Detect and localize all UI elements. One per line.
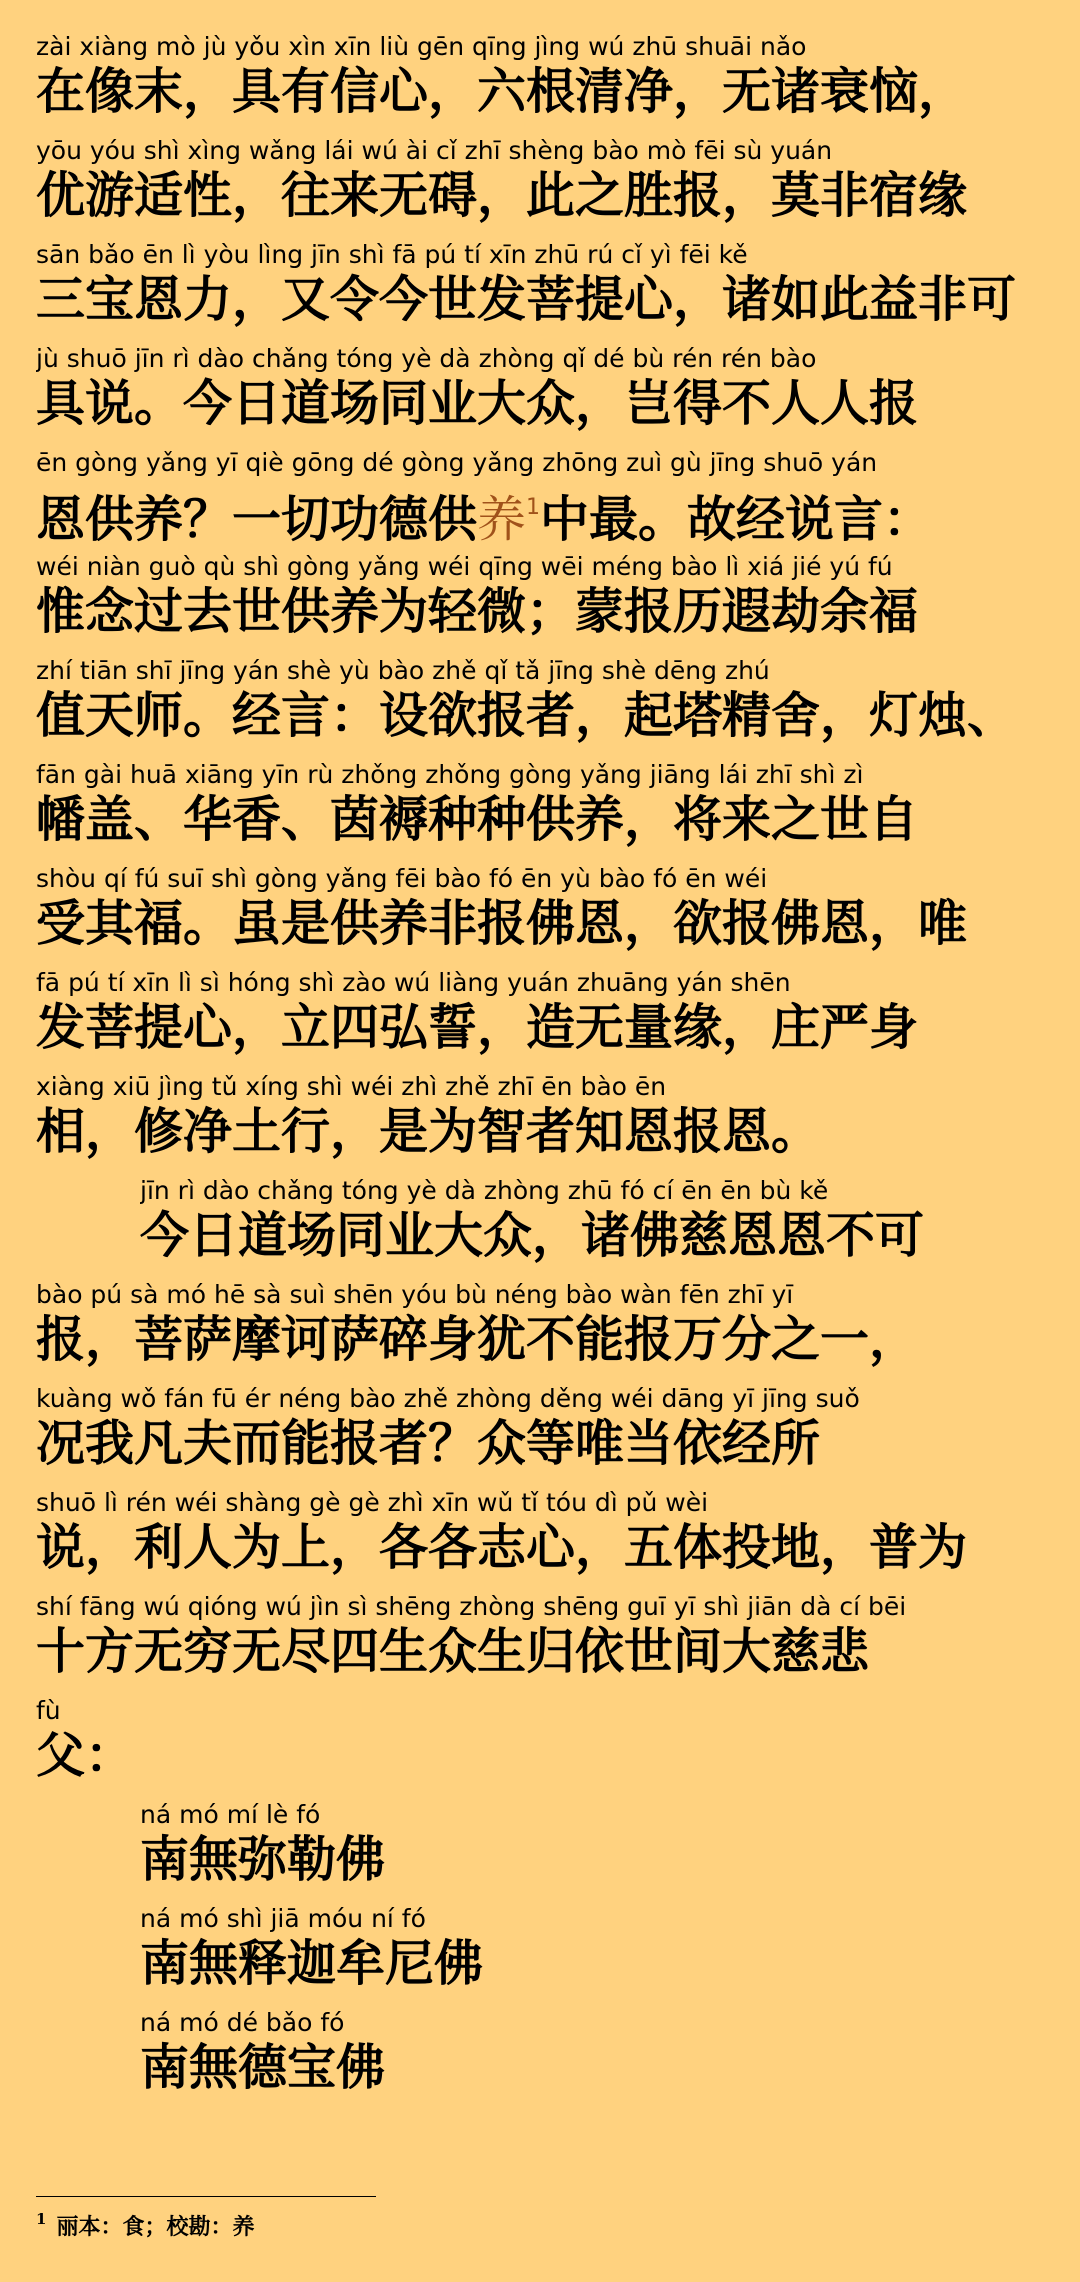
pinyin-line: zhí tiān shī jīng yán shè yù bào zhě qǐ tǎ jīng shè dēng zhú <box>36 656 770 685</box>
pinyin-line: sān bǎo ēn lì yòu lìng jīn shì fā pú tí xīn zhū rú cǐ yì fēi kě <box>36 240 748 269</box>
pinyin-line: ná mó shì jiā móu ní fó <box>140 1904 426 1933</box>
hanzi-line: 今日道场同业大众，诸佛慈恩恩不可 <box>140 1207 925 1264</box>
text-line <box>36 1592 1046 1702</box>
pinyin-line: ēn gòng yǎng yī qiè gōng dé gòng yǎng zhōng zuì gù jīng shuō yán <box>36 448 878 477</box>
text-line <box>36 32 1046 142</box>
hanzi-line: 况我凡夫而能报者？众等唯当依经所 <box>36 1415 821 1472</box>
hanzi-line: 南無德宝佛 <box>140 2039 386 2096</box>
hanzi-line: 幡盖、华香、茵褥种种供养，将来之世自 <box>36 791 919 848</box>
hanzi-line: 值天师。经言：设欲报者，起塔精舍，灯烛、 <box>36 687 1017 744</box>
footnote-reference: 1 <box>526 495 541 520</box>
hanzi-line: 优游适性，往来无碍，此之胜报，莫非宿缘 <box>36 167 968 224</box>
pinyin-line: ná mó mí lè fó <box>140 1800 321 1829</box>
pinyin-line: wéi niàn guò qù shì gòng yǎng wéi qīng wēi méng bào lì xiá jié yú fú <box>36 552 893 581</box>
pinyin-line: jīn rì dào chǎng tóng yè dà zhòng zhū fó cí ēn ēn bù kě <box>140 1176 829 1205</box>
hanzi-line: 受其福。虽是供养非报佛恩，欲报佛恩，唯 <box>36 895 968 952</box>
hanzi-line: 报，菩萨摩诃萨碎身犹不能报万分之一， <box>36 1311 919 1368</box>
hanzi-line: 具说。今日道场同业大众，岂得不人人报 <box>36 375 919 432</box>
hanzi-segment: 恩供养？一切功德供 <box>36 491 478 548</box>
hanzi-line: 南無弥勒佛 <box>140 1831 386 1888</box>
pinyin-line: yōu yóu shì xìng wǎng lái wú ài cǐ zhī shèng bào mò fēi sù yuán <box>36 136 833 165</box>
footnote-mark: 1 <box>36 2210 47 2228</box>
pinyin-line: xiàng xiū jìng tǔ xíng shì wéi zhì zhě zhī ēn bào ēn <box>36 1072 667 1101</box>
pinyin-line: kuàng wǒ fán fū ér néng bào zhě zhòng děng wéi dāng yī jīng suǒ <box>36 1384 860 1413</box>
text-line <box>36 552 1046 662</box>
text-line <box>140 2008 1046 2118</box>
text-line <box>36 344 1046 454</box>
text-line <box>36 1696 1046 1806</box>
pinyin-line: bào pú sà mó hē sà suì shēn yóu bù néng bào wàn fēn zhī yī <box>36 1280 794 1309</box>
edited-character: 养 <box>477 491 527 548</box>
footnote-divider <box>36 2196 376 2197</box>
pinyin-line: zài xiàng mò jù yǒu xìn xīn liù gēn qīng jìng wú zhū shuāi nǎo <box>36 32 807 61</box>
pinyin-line: shuō lì rén wéi shàng gè gè zhì xīn wǔ tǐ tóu dì pǔ wèi <box>36 1488 709 1517</box>
text-line <box>36 760 1046 870</box>
text-line <box>36 448 1046 558</box>
hanzi-line: 发菩提心，立四弘誓，造无量缘，庄严身 <box>36 999 919 1056</box>
hanzi-segment: 中最。故经说言： <box>540 491 933 548</box>
text-line <box>36 240 1046 350</box>
text-line <box>36 1280 1046 1390</box>
hanzi-line: 说，利人为上，各各志心，五体投地，普为 <box>36 1519 968 1576</box>
text-line <box>36 1384 1046 1494</box>
text-line <box>36 656 1046 766</box>
text-line <box>36 1488 1046 1598</box>
text-line <box>36 968 1046 1078</box>
footnote <box>36 2210 254 2241</box>
hanzi-line: 十方无穷无尽四生众生归依世间大慈悲 <box>36 1623 870 1680</box>
hanzi-line: 南無释迦牟尼佛 <box>140 1935 484 1992</box>
pinyin-line: fān gài huā xiāng yīn rù zhǒng zhǒng gòng yǎng jiāng lái zhī shì zì <box>36 760 864 789</box>
hanzi-line: 在像末，具有信心，六根清净，无诸衰恼， <box>36 63 968 120</box>
text-line <box>140 1800 1046 1910</box>
pinyin-line: shòu qí fú suī shì gòng yǎng fēi bào fó ēn yù bào fó ēn wéi <box>36 864 768 893</box>
hanzi-line: 父： <box>36 1727 135 1784</box>
pinyin-line: jù shuō jīn rì dào chǎng tóng yè dà zhòng qǐ dé bù rén rén bào <box>36 344 817 373</box>
text-line <box>140 1904 1046 2014</box>
pinyin-line: fā pú tí xīn lì sì hóng shì zào wú liàng yuán zhuāng yán shēn <box>36 968 791 997</box>
text-line <box>36 136 1046 246</box>
hanzi-line: 三宝恩力，又令今世发菩提心，诸如此益非可 <box>36 271 1017 328</box>
text-line <box>36 1072 1046 1182</box>
hanzi-line: 相，修净土行，是为智者知恩报恩。 <box>36 1103 821 1160</box>
hanzi-line: 惟念过去世供养为轻微；蒙报历遐劫余福 <box>36 583 919 640</box>
pinyin-line: ná mó dé bǎo fó <box>140 2008 345 2037</box>
hanzi-line <box>36 478 1046 548</box>
text-line <box>36 864 1046 974</box>
pinyin-line: fù <box>36 1696 61 1725</box>
footnote-text: 丽本：食；校勘：养 <box>56 2214 255 2240</box>
pinyin-line: shí fāng wú qióng wú jìn sì shēng zhòng shēng guī yī shì jiān dà cí bēi <box>36 1592 907 1621</box>
text-line <box>140 1176 1046 1286</box>
